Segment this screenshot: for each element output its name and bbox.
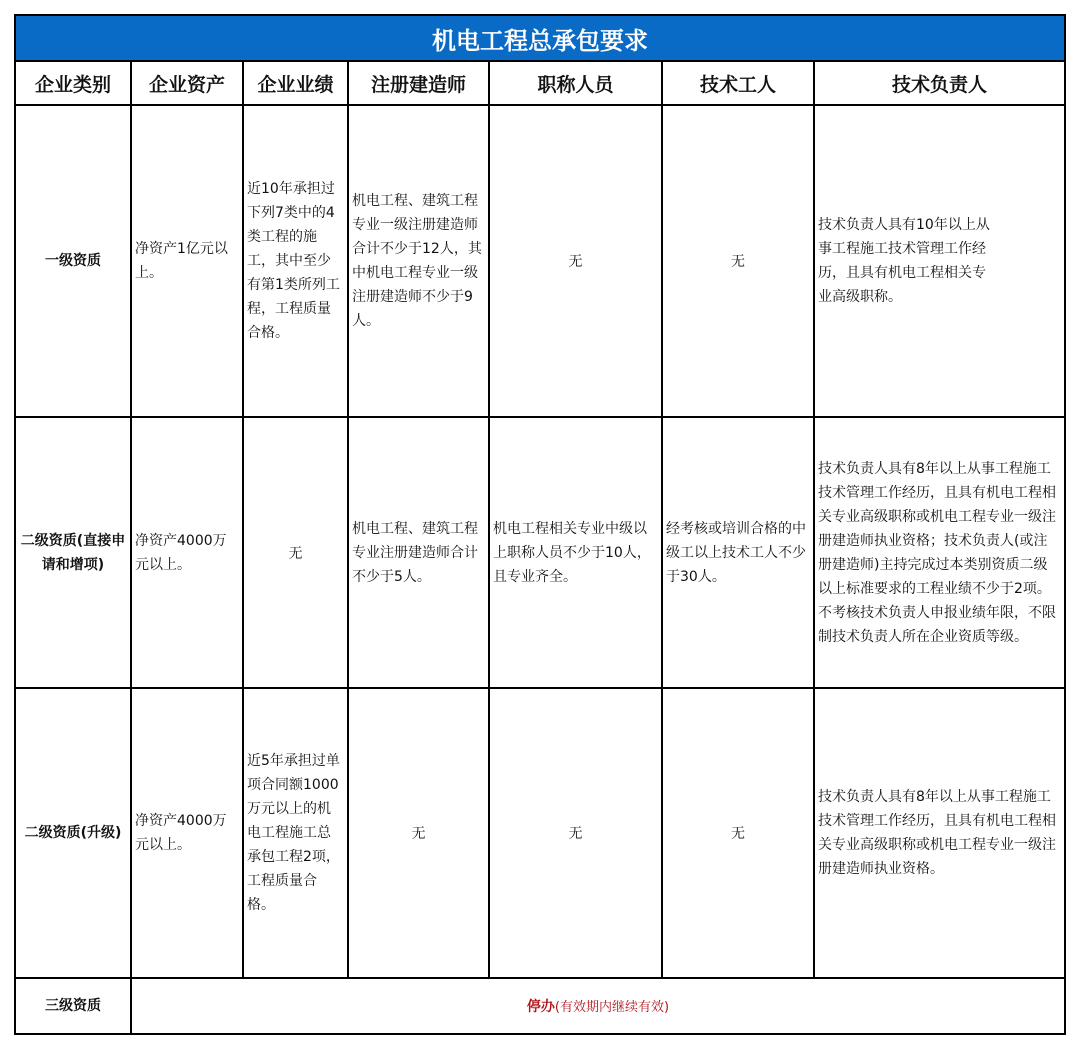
titled-staff-cell: 无 bbox=[489, 105, 662, 417]
performance-cell: 近10年承担过下列7类中的4类工程的施工，其中至少有第1类所列工程，工程质量合格。 bbox=[243, 105, 348, 417]
assets-cell: 净资产4000万元以上。 bbox=[131, 417, 243, 688]
titled-staff-cell: 机电工程相关专业中级以上职称人员不少于10人，且专业齐全。 bbox=[489, 417, 662, 688]
constructor-cell: 机电工程、建筑工程专业注册建造师合计不少于5人。 bbox=[348, 417, 489, 688]
header-tech-lead: 技术负责人 bbox=[814, 61, 1065, 105]
constructor-cell: 机电工程、建筑工程专业一级注册建造师合计不少于12人，其中机电工程专业一级注册建造师不少于9人。 bbox=[348, 105, 489, 417]
performance-cell: 近5年承担过单项合同额1000万元以上的机电工程施工总承包工程2项，工程质量合格。 bbox=[243, 688, 348, 978]
requirements-sheet bbox=[14, 14, 1064, 1035]
table-row bbox=[15, 105, 1065, 417]
category-cell: 三级资质 bbox=[15, 978, 131, 1034]
header-technicians: 技术工人 bbox=[662, 61, 814, 105]
table-row bbox=[15, 688, 1065, 978]
suspended-cell bbox=[131, 978, 1065, 1034]
category-cell: 一级资质 bbox=[15, 105, 131, 417]
tech-lead-cell: 技术负责人具有8年以上从事工程施工技术管理工作经历，且具有机电工程相关专业高级职称或机电工程专业一级注册建造师执业资格；技术负责人(或注册建造师)主持完成过本类别资质二级以上标准要求的工程业绩不少于2项。不考核技术负责人申报业绩年限，不限制技术负责人所在企业资质等级。 bbox=[814, 417, 1065, 688]
suspended-note: (有效期内继续有效) bbox=[554, 1000, 670, 1015]
header-performance: 企业业绩 bbox=[243, 61, 348, 105]
assets-cell: 净资产4000万元以上。 bbox=[131, 688, 243, 978]
header-row bbox=[15, 61, 1065, 105]
table-row bbox=[15, 417, 1065, 688]
header-registered-constructor: 注册建造师 bbox=[348, 61, 489, 105]
constructor-cell: 无 bbox=[348, 688, 489, 978]
category-cell: 二级资质(直接申请和增项) bbox=[15, 417, 131, 688]
table-row bbox=[15, 978, 1065, 1034]
header-titled-staff: 职称人员 bbox=[489, 61, 662, 105]
header-category: 企业类别 bbox=[15, 61, 131, 105]
tech-lead-cell: 技术负责人具有10年以上从事工程施工技术管理工作经历，且具有机电工程相关专业高级职称。 bbox=[814, 105, 1065, 417]
performance-cell: 无 bbox=[243, 417, 348, 688]
technicians-cell: 无 bbox=[662, 688, 814, 978]
technicians-cell: 无 bbox=[662, 105, 814, 417]
header-assets: 企业资产 bbox=[131, 61, 243, 105]
category-cell: 二级资质(升级) bbox=[15, 688, 131, 978]
table-title: 机电工程总承包要求 bbox=[15, 15, 1065, 61]
titled-staff-cell: 无 bbox=[489, 688, 662, 978]
technicians-cell: 经考核或培训合格的中级工以上技术工人不少于30人。 bbox=[662, 417, 814, 688]
assets-cell: 净资产1亿元以上。 bbox=[131, 105, 243, 417]
requirements-table bbox=[14, 14, 1066, 1035]
tech-lead-cell: 技术负责人具有8年以上从事工程施工技术管理工作经历，且具有机电工程相关专业高级职称或机电工程专业一级注册建造师执业资格。 bbox=[814, 688, 1065, 978]
suspended-status: 停办 bbox=[526, 999, 555, 1015]
